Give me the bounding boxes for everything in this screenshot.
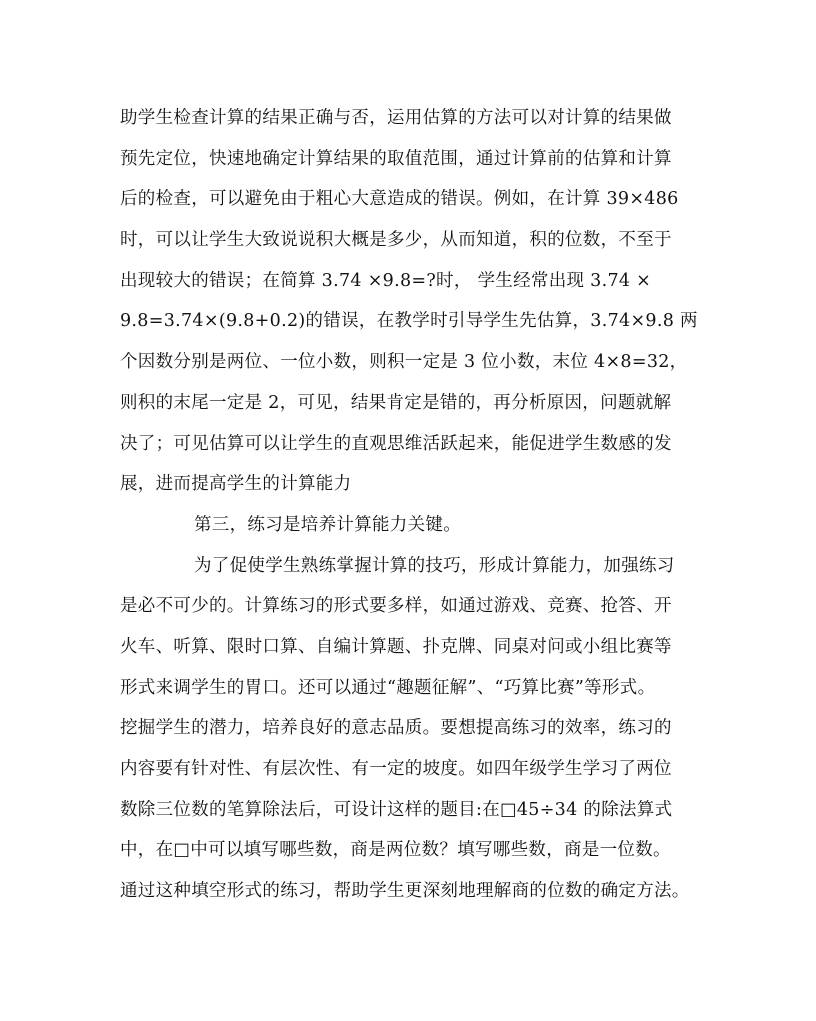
text-line: 形式来调学生的胃口。还可以通过“趣题征解”、“巧算比赛”等形式。	[120, 677, 656, 698]
text-line: 是必不可少的。计算练习的形式要多样，如通过游戏、竞赛、抢答、开	[120, 596, 672, 617]
text-line: 通过这种填空形式的练习，帮助学生更深刻地理解商的位数的确定方法。	[120, 881, 690, 902]
text-line: 展，进而提高学生的计算能力	[120, 474, 352, 495]
text-line: 预先定位，快速地确定计算结果的取值范围，通过计算前的估算和计算	[120, 148, 672, 169]
text-line: 挖掘学生的潜力，培养良好的意志品质。要想提高练习的效率，练习的	[120, 718, 672, 739]
text-line: 决了；可见估算可以让学生的直观思维活跃起来，能促进学生数感的发	[120, 433, 672, 454]
text-line: 则积的末尾一定是 2，可见，结果肯定是错的，再分析原因，问题就解	[120, 392, 672, 413]
body-text	[120, 98, 700, 912]
text-line: 火车、听算、限时口算、自编计算题、扑克牌、同桌对问或小组比赛等	[120, 636, 672, 657]
text-line: 助学生检查计算的结果正确与否，运用估算的方法可以对计算的结果做	[120, 108, 672, 128]
text-line: 出现较大的错误；在简算 3.74 ×9.8=?时， 学生经常出现 3.74 ×	[120, 270, 652, 291]
text-line: 中，在□中可以填写哪些数，商是两位数？填写哪些数，商是一位数。	[120, 840, 671, 861]
section-heading: 第三，练习是培养计算能力关键。	[194, 514, 461, 535]
text-line: 数除三位数的笔算除法后，可设计这样的题目:在□45÷34 的除法算式	[120, 799, 673, 820]
text-line: 时，可以让学生大致说说积大概是多少，从而知道，积的位数，不至于	[120, 230, 672, 251]
text-line: 9.8=3.74×(9.8+0.2)的错误，在教学时引导学生先估算，3.74×9.8 两	[120, 311, 698, 332]
text-line: 内容要有针对性、有层次性、有一定的坡度。如四年级学生学习了两位	[120, 759, 672, 779]
text-line: 后的检查，可以避免由于粗心大意造成的错误。例如，在计算 39×486	[120, 189, 679, 210]
text-line: 个因数分别是两位、一位小数，则积一定是 3 位小数，末位 4×8=32，	[120, 352, 688, 373]
text-line: 为了促使学生熟练掌握计算的技巧，形成计算能力，加强练习	[194, 555, 675, 576]
